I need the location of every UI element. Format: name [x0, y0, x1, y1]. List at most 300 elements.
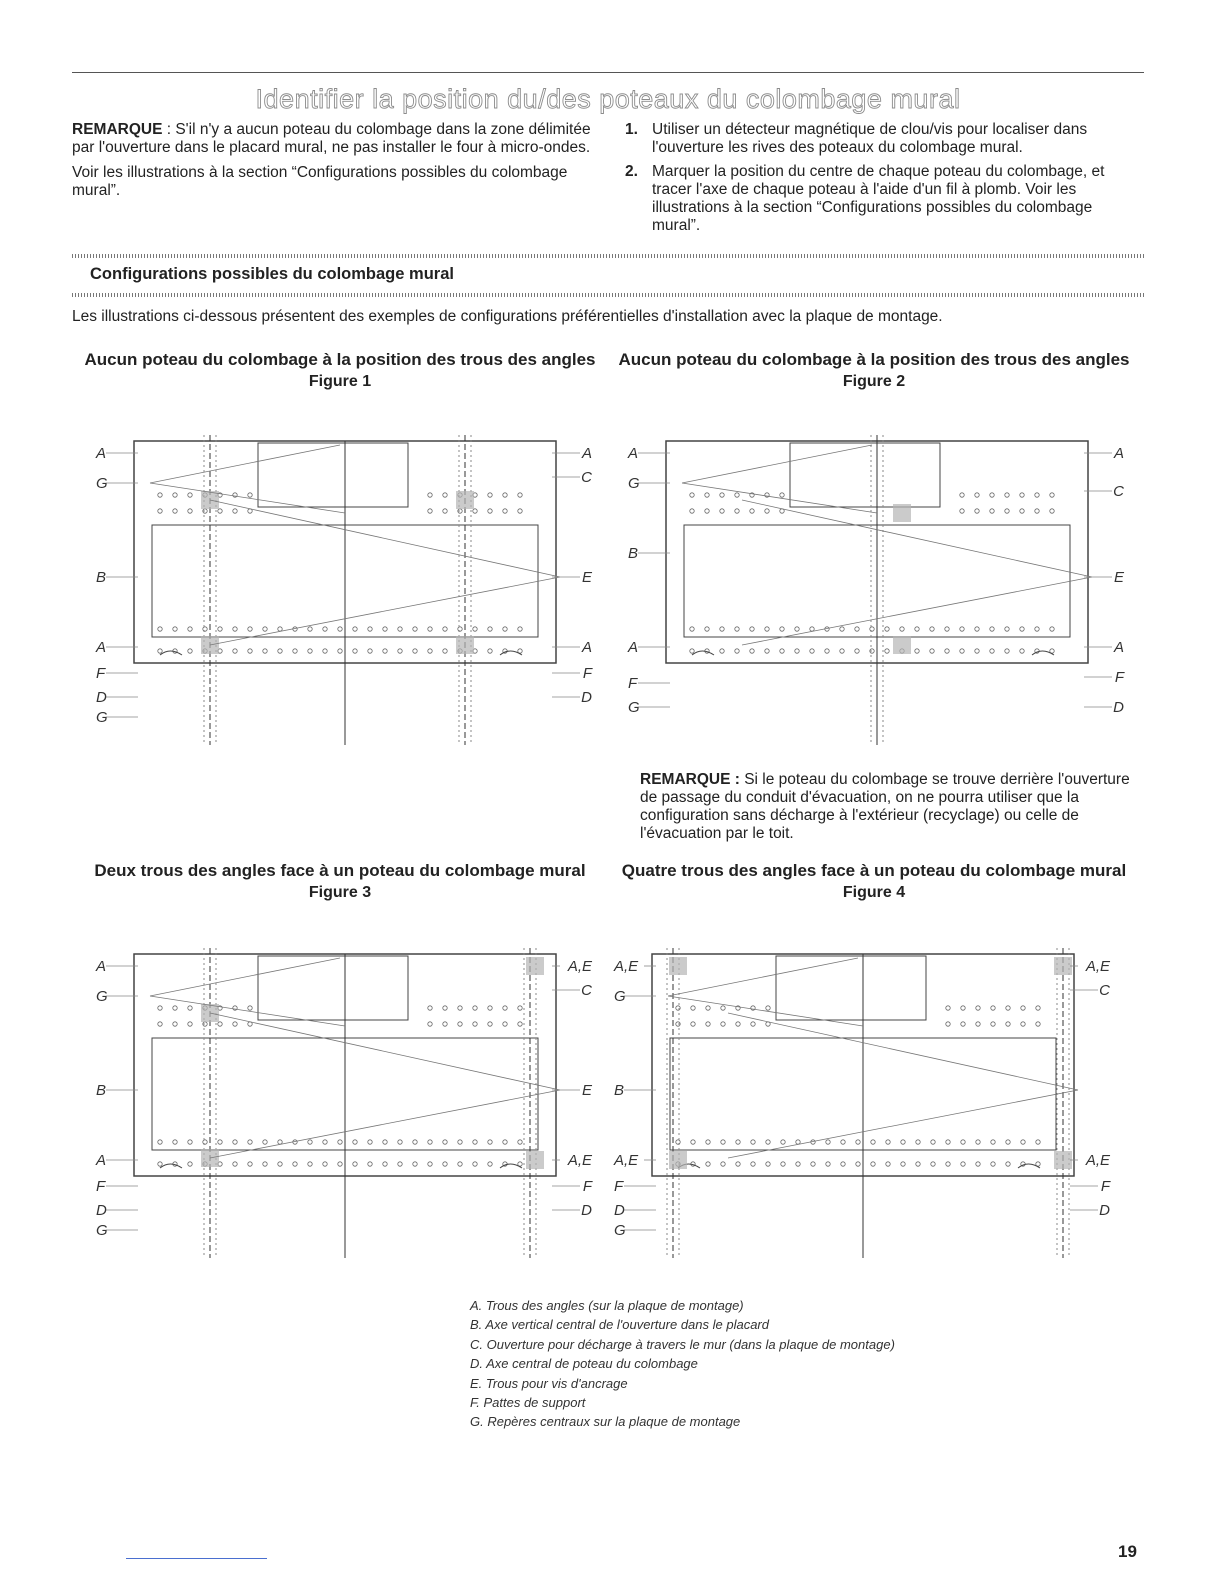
plate-hole — [841, 1162, 845, 1166]
plate-hole — [960, 509, 964, 513]
step-text: Utiliser un détecteur magnétique de clou/vis pour localiser dans l'ouverture les rives des poteaux du colombage mural. — [652, 121, 1088, 156]
callout-label: B — [614, 1082, 625, 1099]
plate-hole — [750, 649, 754, 653]
callout-label: D — [1113, 699, 1124, 716]
plate-hole — [1036, 1022, 1040, 1026]
plate-hole — [503, 1140, 507, 1144]
callout-label: G — [96, 709, 108, 726]
plate-hole — [1021, 1022, 1025, 1026]
plate-hole — [810, 649, 814, 653]
plate-hole — [1006, 1162, 1010, 1166]
plate-hole — [308, 649, 312, 653]
plate-hole — [720, 627, 724, 631]
plate-hole — [1020, 627, 1024, 631]
callout-label: A — [1113, 639, 1124, 656]
left-column — [72, 121, 602, 207]
plate-hole — [188, 1140, 192, 1144]
plate-hole — [443, 1162, 447, 1166]
plate-hole — [991, 1022, 995, 1026]
plate-hole — [428, 649, 432, 653]
plate-hole — [1036, 1006, 1040, 1010]
legend-item: B. Axe vertical central de l'ouverture dans le placard — [470, 1317, 769, 1333]
plate-hole — [735, 509, 739, 513]
plate-hole — [188, 493, 192, 497]
plate-hole — [811, 1162, 815, 1166]
plate-hole — [706, 1022, 710, 1026]
plate-hole — [885, 627, 889, 631]
callout-label: A — [628, 639, 639, 656]
plate-hole — [780, 627, 784, 631]
plate-hole — [518, 1022, 522, 1026]
plate-hole — [353, 649, 357, 653]
plate-hole — [780, 649, 784, 653]
plate-hole — [975, 627, 979, 631]
plate-hole — [751, 1022, 755, 1026]
plate-hole — [810, 627, 814, 631]
plate-hole — [945, 649, 949, 653]
plate-hole — [353, 1162, 357, 1166]
plate-hole — [173, 493, 177, 497]
plate-hole — [248, 627, 252, 631]
figure-3-svg — [90, 938, 600, 1260]
plate-hole — [458, 1006, 462, 1010]
stud-hole-marker — [893, 504, 911, 522]
plate-hole — [750, 627, 754, 631]
plate-hole — [233, 1022, 237, 1026]
plate-hole — [706, 1140, 710, 1144]
support-tab — [160, 651, 182, 655]
plate-hole — [735, 627, 739, 631]
callout-label: D — [1099, 1202, 1110, 1219]
callout-label: F — [96, 1178, 106, 1195]
plate-hole — [383, 1140, 387, 1144]
plate-hole — [871, 1162, 875, 1166]
plate-hole — [473, 1162, 477, 1166]
legend-item: E. Trous pour vis d'ancrage — [470, 1375, 628, 1391]
plate-hole — [961, 1006, 965, 1010]
plate-hole — [503, 627, 507, 631]
plate-hole — [473, 627, 477, 631]
plate-hole — [203, 1022, 207, 1026]
plate-hole — [488, 1022, 492, 1026]
plate-hole — [991, 1162, 995, 1166]
plate-hole — [945, 627, 949, 631]
plate-hole — [413, 627, 417, 631]
plate-hole — [488, 627, 492, 631]
callout-label: C — [581, 469, 592, 486]
plate-hole — [736, 1162, 740, 1166]
plate-hole — [368, 649, 372, 653]
figure-3-title: Deux trous des angles face à un poteau du colombage mural — [94, 861, 586, 880]
plate-hole — [473, 1022, 477, 1026]
plate-hole — [488, 509, 492, 513]
plate-hole — [736, 1140, 740, 1144]
plate-hole — [946, 1162, 950, 1166]
plate-hole — [751, 1140, 755, 1144]
plate-hole — [736, 1022, 740, 1026]
figure-4-diagram — [608, 938, 1118, 1260]
support-tab — [692, 651, 714, 655]
plate-hole — [915, 649, 919, 653]
plate-hole — [826, 1162, 830, 1166]
plate-hole — [1005, 627, 1009, 631]
callout-label: C — [581, 982, 592, 999]
plate-hole — [901, 1162, 905, 1166]
plate-hole — [976, 1162, 980, 1166]
plate-hole — [1021, 1006, 1025, 1010]
figure-1-caption — [80, 350, 600, 391]
vent-opening — [776, 956, 926, 1020]
plate-hole — [721, 1140, 725, 1144]
plate-hole — [721, 1022, 725, 1026]
stud-hole-marker — [1054, 957, 1072, 975]
vent-opening — [258, 956, 408, 1020]
plate-hole — [368, 1162, 372, 1166]
plate-hole — [248, 649, 252, 653]
plate-hole — [901, 1140, 905, 1144]
callout-label: B — [628, 545, 639, 562]
plate-hole — [218, 509, 222, 513]
plate-hole — [428, 627, 432, 631]
plate-hole — [443, 1140, 447, 1144]
figure-3-diagram — [90, 938, 600, 1260]
plate-hole — [931, 1140, 935, 1144]
plate-hole — [706, 1162, 710, 1166]
plate-hole — [960, 627, 964, 631]
plate-hole — [503, 493, 507, 497]
plate-hole — [443, 1006, 447, 1010]
callout-label: G — [96, 1222, 108, 1239]
callout-label: A,E — [614, 958, 639, 975]
callout-label: G — [614, 1222, 626, 1239]
plate-hole — [886, 1162, 890, 1166]
legend — [470, 1296, 895, 1432]
callout-label: A — [581, 445, 592, 462]
plate-hole — [188, 1162, 192, 1166]
callout-label: G — [628, 699, 640, 716]
vent-opening — [258, 443, 408, 507]
callout-label: A — [581, 639, 592, 656]
plate-hole — [975, 493, 979, 497]
plate-hole — [503, 1006, 507, 1010]
plate-hole — [158, 649, 162, 653]
stud-hole-marker — [456, 636, 474, 654]
plate-hole — [173, 627, 177, 631]
plate-hole — [443, 493, 447, 497]
plate-hole — [218, 1140, 222, 1144]
leader-line — [668, 958, 858, 996]
plate-hole — [766, 1140, 770, 1144]
plate-hole — [518, 1140, 522, 1144]
steps-list — [625, 121, 1130, 235]
plate-hole — [1020, 509, 1024, 513]
plate-hole — [690, 509, 694, 513]
callout-label: F — [582, 1178, 592, 1195]
plate-hole — [338, 1140, 342, 1144]
figure-2-remark-label: REMARQUE : — [640, 771, 740, 788]
plate-hole — [975, 509, 979, 513]
callout-label: G — [628, 475, 640, 492]
plate-hole — [323, 1162, 327, 1166]
plate-hole — [1005, 509, 1009, 513]
plate-hole — [676, 1140, 680, 1144]
plate-hole — [398, 1140, 402, 1144]
callout-label: A,E — [1085, 1152, 1110, 1169]
plate-hole — [248, 1140, 252, 1144]
plate-hole — [173, 1140, 177, 1144]
plate-hole — [781, 1140, 785, 1144]
plate-hole — [473, 1140, 477, 1144]
legend-item: F. Pattes de support — [470, 1395, 586, 1411]
plate-hole — [1005, 649, 1009, 653]
callout-label: F — [614, 1178, 624, 1195]
plate-hole — [706, 1006, 710, 1010]
plate-hole — [990, 649, 994, 653]
plate-hole — [413, 1162, 417, 1166]
plate-hole — [780, 493, 784, 497]
plate-hole — [398, 1162, 402, 1166]
plate-hole — [931, 1162, 935, 1166]
plate-hole — [158, 493, 162, 497]
plate-hole — [158, 627, 162, 631]
stud-hole-marker — [456, 491, 474, 509]
plate-hole — [473, 509, 477, 513]
plate-hole — [443, 1022, 447, 1026]
plate-hole — [488, 1006, 492, 1010]
plate-hole — [188, 1006, 192, 1010]
figure-1-svg — [90, 425, 600, 747]
support-tab — [160, 1164, 182, 1168]
stud-hole-marker — [526, 1151, 544, 1169]
plate-hole — [976, 1022, 980, 1026]
plate-hole — [188, 627, 192, 631]
plate-hole — [721, 1006, 725, 1010]
plate-hole — [930, 627, 934, 631]
plate-hole — [990, 509, 994, 513]
plate-hole — [960, 649, 964, 653]
section-divider-bottom — [72, 293, 1144, 297]
figure-2-diagram — [622, 425, 1132, 747]
plate-hole — [218, 1022, 222, 1026]
right-column — [625, 121, 1130, 241]
figure-2-svg — [622, 425, 1132, 747]
intro-text: Les illustrations ci-dessous présentent des exemples de configurations préférentielles d'installation avec la plaque de montage. — [72, 308, 943, 325]
plate-hole — [870, 649, 874, 653]
plate-hole — [1020, 649, 1024, 653]
figure-3-caption — [80, 861, 600, 902]
figure-4-title: Quatre trous des angles face à un poteau du colombage mural — [621, 861, 1127, 880]
plate-hole — [278, 627, 282, 631]
plate-hole — [203, 1140, 207, 1144]
plate-hole — [691, 1022, 695, 1026]
plate-hole — [916, 1140, 920, 1144]
plate-hole — [368, 627, 372, 631]
legend-item: D. Axe central de poteau du colombage — [470, 1356, 698, 1372]
plate-hole — [1050, 627, 1054, 631]
plate-hole — [458, 1140, 462, 1144]
plate-hole — [676, 1006, 680, 1010]
plate-hole — [705, 493, 709, 497]
figure-1-label: Figure 1 — [308, 373, 372, 390]
plate-hole — [720, 509, 724, 513]
plate-hole — [720, 649, 724, 653]
plate-hole — [750, 509, 754, 513]
plate-hole — [855, 627, 859, 631]
callout-label: A — [96, 445, 107, 462]
plate-hole — [488, 493, 492, 497]
plate-hole — [248, 493, 252, 497]
plate-hole — [705, 509, 709, 513]
plate-hole — [676, 1022, 680, 1026]
leader-line — [742, 577, 1092, 645]
plate-hole — [158, 1162, 162, 1166]
remark-paragraph — [72, 121, 602, 157]
plate-hole — [976, 1006, 980, 1010]
plate-hole — [991, 1006, 995, 1010]
plate-hole — [960, 493, 964, 497]
plate-hole — [766, 1162, 770, 1166]
callout-label: D — [96, 1202, 107, 1219]
plate-hole — [278, 1140, 282, 1144]
plate-hole — [428, 493, 432, 497]
callout-label: E — [581, 1082, 592, 1099]
plate-hole — [856, 1140, 860, 1144]
legend-item: G. Repères centraux sur la plaque de montage — [470, 1414, 741, 1430]
step-item — [625, 121, 1130, 157]
plate-hole — [383, 627, 387, 631]
plate-hole — [413, 649, 417, 653]
plate-hole — [1035, 493, 1039, 497]
plate-hole — [398, 649, 402, 653]
plate-hole — [428, 1006, 432, 1010]
figure-3-label: Figure 3 — [308, 884, 372, 901]
plate-hole — [1020, 493, 1024, 497]
plate-hole — [203, 509, 207, 513]
plate-hole — [690, 627, 694, 631]
plate-hole — [795, 627, 799, 631]
stud-hole-marker — [526, 957, 544, 975]
callout-label: F — [1100, 1178, 1110, 1195]
plate-hole — [503, 509, 507, 513]
stud-hole-marker — [669, 957, 687, 975]
plate-hole — [428, 1140, 432, 1144]
callout-label: E — [1113, 569, 1124, 586]
plate-hole — [428, 1162, 432, 1166]
plate-hole — [976, 1140, 980, 1144]
section-divider-top — [72, 254, 1144, 258]
callout-label: D — [581, 1202, 592, 1219]
plate-hole — [720, 493, 724, 497]
plate-hole — [518, 509, 522, 513]
callout-label: E — [581, 569, 592, 586]
plate-hole — [961, 1022, 965, 1026]
plate-hole — [991, 1140, 995, 1144]
plate-hole — [473, 1006, 477, 1010]
plate-hole — [158, 1006, 162, 1010]
callout-label: F — [582, 665, 592, 682]
plate-hole — [203, 627, 207, 631]
figure-1-diagram — [90, 425, 600, 747]
plate-hole — [1005, 493, 1009, 497]
plate-hole — [1035, 509, 1039, 513]
plate-hole — [946, 1022, 950, 1026]
plate-hole — [870, 627, 874, 631]
plate-hole — [766, 1006, 770, 1010]
figure-2-remark-text: Si le poteau du colombage se trouve derrière l'ouverture de passage du conduit d'évacuation, on ne pourra utiliser que la configuration sans décharge à l'extérieur (recyclage) ou celle de l'évacuation par le toit. — [640, 771, 1130, 842]
plate-hole — [840, 649, 844, 653]
plate-hole — [338, 627, 342, 631]
callout-label: A — [1113, 445, 1124, 462]
stud-hole-marker — [1054, 1151, 1072, 1169]
plate-hole — [188, 1022, 192, 1026]
remark-text: : S'il n'y a aucun poteau du colombage dans la zone délimitée par l'ouverture dans le placard mural, ne pas installer le four à micro-ondes. — [72, 121, 591, 156]
plate-hole — [796, 1140, 800, 1144]
see-illustrations-text: Voir les illustrations à la section “Configurations possibles du colombage mural”. — [72, 164, 568, 199]
leader-line — [728, 1090, 1078, 1158]
stud-hole-marker — [893, 636, 911, 654]
step-number: 2. — [625, 163, 638, 180]
plate-hole — [233, 649, 237, 653]
plate-hole — [353, 1140, 357, 1144]
section-heading: Configurations possibles du colombage mural — [90, 265, 454, 283]
plate-hole — [233, 1140, 237, 1144]
callout-label: G — [614, 988, 626, 1005]
plate-hole — [398, 627, 402, 631]
callout-label: C — [1099, 982, 1110, 999]
plate-hole — [488, 649, 492, 653]
leader-line — [150, 445, 340, 483]
callout-label: A,E — [567, 1152, 592, 1169]
page-number: 19 — [1118, 1542, 1137, 1561]
figure-4-svg — [608, 938, 1118, 1260]
plate-hole — [233, 509, 237, 513]
plate-hole — [278, 1162, 282, 1166]
plate-hole — [458, 627, 462, 631]
plate-hole — [458, 1162, 462, 1166]
callout-label: B — [96, 1082, 107, 1099]
plate-hole — [900, 627, 904, 631]
plate-hole — [518, 627, 522, 631]
step-item — [625, 163, 1130, 235]
figure-4-label: Figure 4 — [842, 884, 906, 901]
callout-label: D — [96, 689, 107, 706]
plate-hole — [946, 1006, 950, 1010]
plate-hole — [413, 1140, 417, 1144]
plate-hole — [158, 1140, 162, 1144]
plate-hole — [886, 1140, 890, 1144]
plate-hole — [158, 1022, 162, 1026]
callout-label: A — [96, 1152, 107, 1169]
plate-hole — [691, 1006, 695, 1010]
page-title: Identifier la position du/des poteaux du colombage mural — [255, 84, 961, 114]
plate-hole — [248, 1162, 252, 1166]
callout-label: C — [1113, 483, 1124, 500]
callout-label: A — [628, 445, 639, 462]
plate-hole — [323, 627, 327, 631]
stud-hole-marker — [669, 1151, 687, 1169]
figure-2-title: Aucun poteau du colombage à la position des trous des angles — [618, 350, 1130, 369]
plate-hole — [856, 1162, 860, 1166]
callout-label: B — [96, 569, 107, 586]
plate-hole — [383, 1162, 387, 1166]
plate-hole — [840, 627, 844, 631]
plate-hole — [765, 649, 769, 653]
callout-label: A — [96, 958, 107, 975]
plate-hole — [826, 1140, 830, 1144]
callout-label: G — [96, 988, 108, 1005]
plate-hole — [353, 627, 357, 631]
callout-label: A,E — [1085, 958, 1110, 975]
